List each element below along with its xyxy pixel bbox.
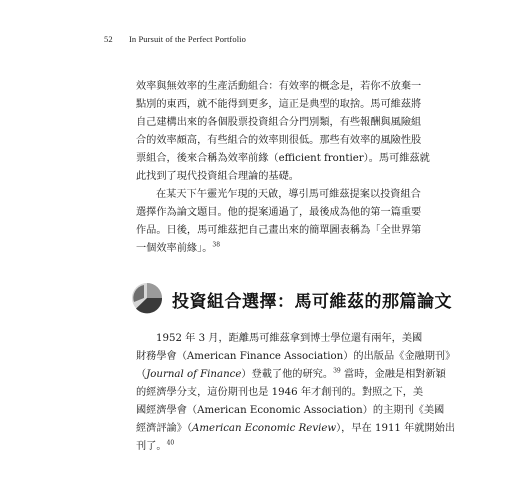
text-fragment: 一個效率前緣」。 [136, 243, 213, 254]
text-line: 的經濟學分支，這份期刊也是 1946 年才創刊的。對照之下，美 [136, 387, 424, 398]
page-number: 52 [104, 34, 113, 44]
text-fragment: ）登載了他的研究。 [241, 369, 334, 380]
running-title: In Pursuit of the Perfect Portfolio [128, 34, 246, 44]
text-line: 效率與無效率的生產活動組合：有效率的概念是，若你不放棄一 [136, 81, 422, 92]
text-fragment: （ [136, 369, 147, 380]
text-line: 票組合，後來合稱為效率前緣（efficient frontier）。馬可維茲就 [136, 153, 430, 164]
paragraph-inspiration [136, 186, 436, 258]
journal-title: American Economic Review [192, 423, 337, 434]
text-line [136, 366, 446, 384]
text-line: 自己建構出來的各個股票投資組合分門別類，有些報酬與風險組 [136, 117, 422, 128]
text-line [136, 420, 456, 438]
pie-chart-icon [130, 281, 164, 315]
paragraph-publication [136, 330, 456, 456]
text-line: 此找到了現代投資組合理論的基礎。 [136, 171, 299, 182]
text-line: 合的效率頗高，有些組合的效率則很低。那些有效率的風險性股 [136, 135, 422, 146]
text-line: 財務學會（American Finance Association）的出版品《金融期刊》 [136, 351, 456, 362]
text-line [136, 240, 436, 258]
section-heading [130, 281, 460, 321]
footnote-39[interactable]: 39 [333, 367, 341, 375]
text-line: 1952 年 3 月，距離馬可維茲拿到博士學位還有兩年，美國 [156, 333, 423, 344]
running-header [104, 34, 246, 44]
footnote-38[interactable]: 38 [212, 241, 221, 249]
text-fragment: 經濟評論》（ [136, 423, 193, 434]
text-line: 選擇作為論文題目。他的提案通過了，最後成為他的第一篇重要 [136, 207, 422, 218]
text-fragment: 刊了。 [136, 441, 167, 452]
text-fragment: 當時，金融是相對新穎 [340, 369, 446, 380]
footnote-40[interactable]: 40 [166, 439, 175, 447]
text-line: 國經濟學會（American Economic Association）的主期刊《美國 [136, 405, 445, 416]
section-title: 投資組合選擇：馬可維茲的那篇論文 [172, 292, 452, 312]
text-line: 在某天下午靈光乍現的天啟，導引馬可維茲提案以投資組合 [156, 189, 421, 200]
text-line: 點別的東西，就不能得到更多，這正是典型的取捨。馬可維茲將 [136, 99, 422, 110]
text-line [136, 438, 436, 456]
text-line: 作品。日後，馬可維茲把自己畫出來的簡單圖表稱為「全世界第 [136, 225, 422, 236]
journal-title: Journal of Finance [146, 369, 242, 380]
paragraph-efficiency [136, 78, 436, 186]
text-fragment: ），早在 1911 年就開始出 [336, 423, 456, 434]
